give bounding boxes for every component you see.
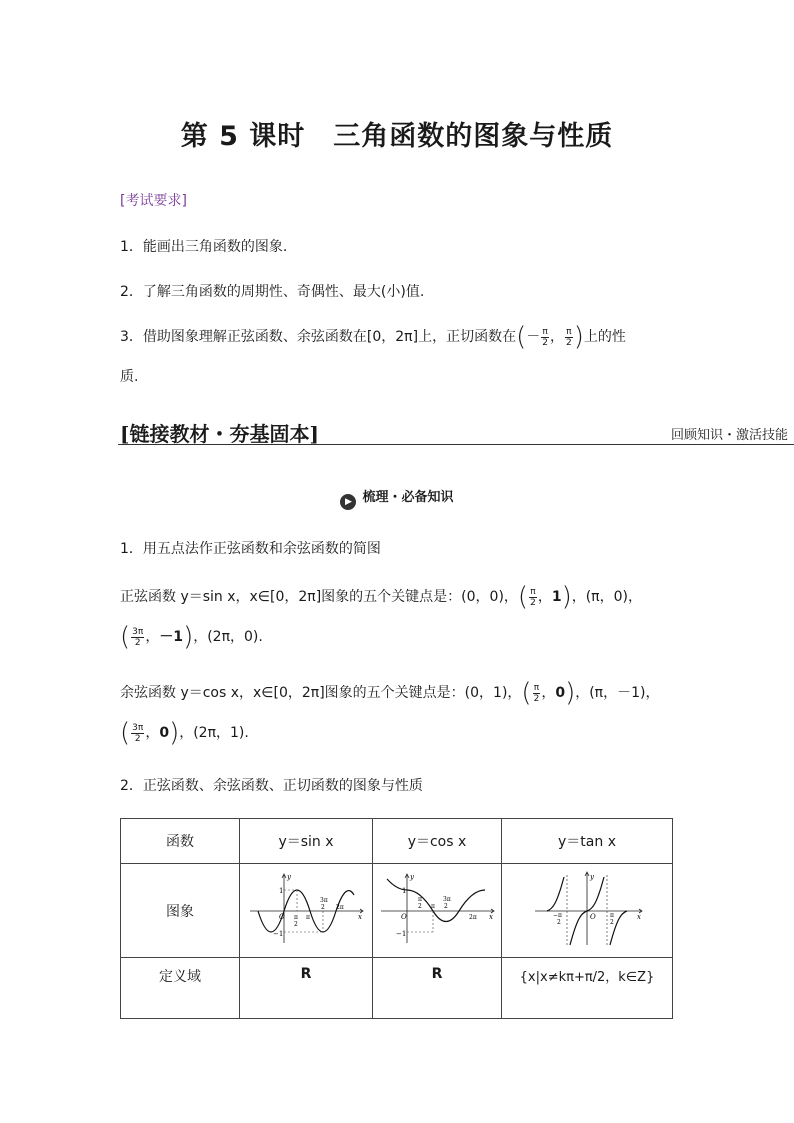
exam-requirements-heading: [考试要求] [120, 193, 187, 209]
tan-graph [502, 864, 673, 958]
svg-text:y: y [590, 872, 594, 881]
svg-text:π: π [294, 913, 298, 921]
header-sin: y＝sin x [240, 819, 373, 864]
svg-text:2: 2 [321, 903, 325, 911]
header-function: 函数 [121, 819, 240, 864]
svg-text:x: x [489, 912, 493, 921]
svg-text:2π: 2π [469, 913, 477, 921]
svg-text:π: π [306, 913, 310, 921]
svg-text:y: y [410, 872, 414, 881]
subsection-heading: ▶ 梳理・必备知识 [0, 486, 794, 510]
requirement-3-tail: 上的性 [583, 329, 626, 345]
svg-text:x: x [637, 912, 641, 921]
cos-graph-svg [377, 869, 497, 949]
svg-text:2: 2 [557, 918, 561, 926]
sin-graph [240, 864, 373, 958]
tan-domain: {x|x≠kπ+π/2，k∈Z} [502, 958, 673, 1019]
svg-text:1: 1 [402, 886, 407, 895]
sin-keypoints-line2: ( $\frac{3\pi}{2}$ ，－1)，(2π，0). [120, 622, 263, 652]
cos-graph [373, 864, 502, 958]
table-row-domain [121, 958, 673, 1019]
svg-text:O: O [401, 912, 407, 921]
section-divider [118, 444, 794, 445]
cos-domain: R [373, 958, 502, 1019]
svg-text:π: π [418, 895, 422, 903]
svg-text:O: O [279, 912, 285, 921]
section-title: [链接教材・夯基固本] [120, 422, 319, 446]
sin-graph-svg [246, 869, 366, 949]
tan-graph-svg [527, 869, 647, 949]
svg-text:π: π [610, 911, 614, 919]
svg-text:3π: 3π [443, 895, 451, 903]
svg-text:π: π [431, 902, 435, 910]
svg-text:1: 1 [279, 886, 284, 895]
svg-text:x: x [358, 912, 362, 921]
point2-heading: 2．正弦函数、余弦函数、正切函数的图象与性质 [120, 778, 423, 794]
header-tan: y＝tan x [502, 819, 673, 864]
svg-text:−π: −π [553, 911, 562, 919]
sin-domain: R [240, 958, 373, 1019]
svg-text:2π: 2π [336, 903, 344, 911]
svg-text:2: 2 [294, 920, 298, 928]
cos-keypoints-line2: ( $\frac{3\pi}{2}$ ，0)，(2π，1). [120, 718, 249, 748]
cos-keypoints-line1: 余弦函数 y＝cos x，x∈[0，2π]图象的五个关键点是：(0，1)，( $\frac{\pi}{2}$ ，0)，(π，－1)， [120, 678, 660, 708]
requirement-1: 1．能画出三角函数的图象. [120, 239, 288, 255]
function-properties-table [120, 818, 673, 1019]
svg-text:2: 2 [418, 902, 422, 910]
requirement-3: 3．借助图象理解正弦函数、余弦函数在[0，2π]上，正切函数在(－ $\frac{\pi}{2}$ ， $\frac{\pi}{2}$ )上的性 [120, 322, 626, 352]
graph-label: 图象 [121, 864, 240, 958]
section-subtitle: 回顾知识・激活技能 [670, 428, 788, 443]
play-icon: ▶ [340, 494, 356, 510]
requirement-2: 2．了解三角函数的周期性、奇偶性、最大(小)值. [120, 284, 425, 300]
svg-text:y: y [287, 872, 291, 881]
point1-heading: 1．用五点法作正弦函数和余弦函数的简图 [120, 541, 381, 557]
requirement-3-text: 3．借助图象理解正弦函数、余弦函数在[0，2π]上，正切函数在 [120, 329, 517, 345]
svg-text:−1: −1 [396, 929, 407, 938]
table-row-header [121, 819, 673, 864]
header-cos: y＝cos x [373, 819, 502, 864]
svg-text:2: 2 [444, 902, 448, 910]
page-title: 第 5 课时 三角函数的图象与性质 [180, 121, 614, 152]
svg-text:O: O [590, 912, 596, 921]
requirement-3-cont: 质. [120, 369, 139, 385]
domain-label: 定义域 [121, 958, 240, 1019]
sin-keypoints-line1: 正弦函数 y＝sin x，x∈[0，2π]图象的五个关键点是：(0，0)，( $\frac{\pi}{2}$ ，1)，(π，0)， [120, 582, 642, 612]
table-row-graph [121, 864, 673, 958]
svg-text:2: 2 [610, 918, 614, 926]
svg-text:−1: −1 [273, 929, 284, 938]
svg-text:3π: 3π [320, 896, 328, 904]
